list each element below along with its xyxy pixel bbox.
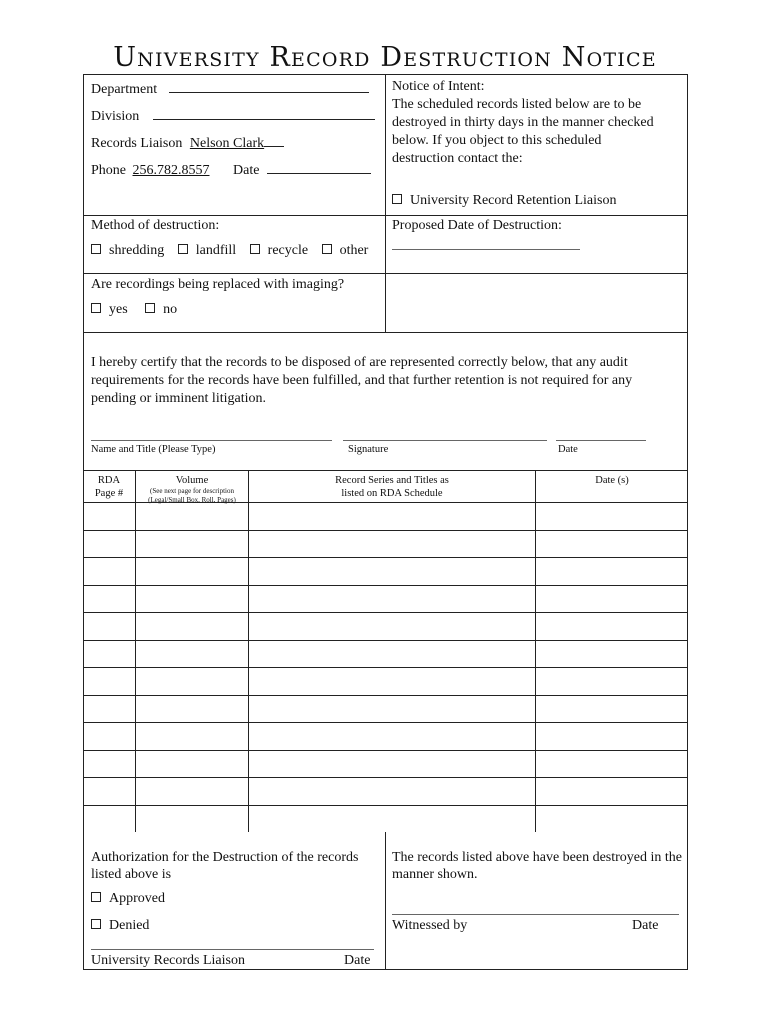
table-row[interactable] bbox=[83, 695, 688, 696]
witness-input[interactable] bbox=[392, 914, 679, 915]
section-divider bbox=[83, 332, 688, 333]
authorization-line: Authorization for the Destruction of the records bbox=[91, 850, 359, 865]
signature-label: Signature bbox=[348, 444, 389, 455]
name-title-input[interactable] bbox=[91, 440, 332, 441]
checkbox-icon[interactable] bbox=[322, 244, 332, 254]
section-divider bbox=[83, 273, 688, 274]
certify-line: requirements for the records have been fulfilled, and that further retention is not required for any bbox=[91, 373, 633, 388]
method-option-shredding[interactable] bbox=[91, 242, 164, 260]
certify-date-label: Date bbox=[558, 444, 578, 455]
section-divider bbox=[83, 215, 688, 216]
table-row[interactable] bbox=[83, 750, 688, 751]
liaison-field bbox=[91, 132, 284, 153]
notice-heading: Notice of Intent: bbox=[392, 79, 485, 94]
top-divider bbox=[385, 74, 386, 332]
imaging-option-no[interactable] bbox=[145, 301, 177, 319]
denied-label: Denied bbox=[109, 918, 150, 933]
checkbox-icon[interactable] bbox=[91, 892, 101, 902]
method-label: Method of destruction: bbox=[91, 218, 220, 233]
approved-label: Approved bbox=[109, 891, 165, 906]
date-label: Date bbox=[233, 163, 260, 178]
department-label: Department bbox=[91, 82, 158, 97]
liaison-signature-input[interactable] bbox=[91, 949, 374, 950]
imaging-option-yes[interactable] bbox=[91, 301, 128, 319]
col-header-series-line: listed on RDA Schedule bbox=[341, 488, 443, 499]
certify-line: pending or imminent litigation. bbox=[91, 391, 266, 406]
division-label: Division bbox=[91, 109, 140, 124]
certify-date-input[interactable] bbox=[556, 440, 646, 441]
method-options bbox=[91, 242, 378, 260]
records-table bbox=[83, 470, 688, 832]
phone-field bbox=[91, 159, 371, 180]
col-header-volume-note: (See next page for description bbox=[150, 487, 234, 495]
col-header-volume bbox=[136, 474, 248, 505]
certify-line: I hereby certify that the records to be disposed of are represented correctly below, that any audit bbox=[91, 355, 628, 370]
checkbox-icon[interactable] bbox=[91, 303, 101, 313]
table-row[interactable] bbox=[83, 557, 688, 558]
col-header-series-line: Record Series and Titles as bbox=[335, 475, 449, 486]
col-header-volume-label: Volume bbox=[175, 475, 209, 486]
col-header-rda bbox=[83, 474, 135, 500]
liaison-signature-label: University Records Liaison bbox=[91, 953, 245, 968]
liaison-underline bbox=[264, 132, 284, 147]
name-title-label: Name and Title (Please Type) bbox=[91, 444, 216, 455]
imaging-options bbox=[91, 301, 187, 319]
imaging-question: Are recordings being replaced with imaging? bbox=[91, 277, 345, 292]
checkbox-icon[interactable] bbox=[392, 194, 402, 204]
table-row[interactable] bbox=[83, 640, 688, 641]
method-option-recycle[interactable] bbox=[250, 242, 308, 260]
notice-line: The scheduled records listed below are to be bbox=[392, 97, 642, 112]
liaison-date-label: Date bbox=[344, 953, 371, 968]
liaison-option[interactable] bbox=[392, 192, 616, 210]
checkbox-icon[interactable] bbox=[145, 303, 155, 313]
notice-line: below. If you object to this scheduled bbox=[392, 133, 602, 148]
witness-date-label: Date bbox=[632, 918, 659, 933]
proposed-date-label: Proposed Date of Destruction: bbox=[392, 218, 562, 233]
department-input[interactable] bbox=[169, 78, 369, 93]
phone-value[interactable]: 256.782.8557 bbox=[132, 163, 210, 178]
method-option-other[interactable] bbox=[322, 242, 369, 260]
option-label: yes bbox=[109, 302, 128, 317]
table-row[interactable] bbox=[83, 722, 688, 723]
checkbox-icon[interactable] bbox=[91, 919, 101, 929]
witnessed-label: Witnessed by bbox=[392, 918, 468, 933]
col-header-volume-note: (Legal/Small Box, Roll, Pages) bbox=[148, 496, 236, 504]
authorization-line: listed above is bbox=[91, 867, 172, 882]
option-label: shredding bbox=[109, 243, 165, 258]
department-field bbox=[91, 78, 369, 99]
signature-input[interactable] bbox=[343, 440, 547, 441]
notice-line: destroyed in thirty days in the manner checked bbox=[392, 115, 654, 130]
bottom-divider bbox=[385, 832, 386, 970]
table-row[interactable] bbox=[83, 585, 688, 586]
table-row[interactable] bbox=[83, 777, 688, 778]
division-field bbox=[91, 105, 375, 126]
liaison-value[interactable]: Nelson Clark bbox=[189, 136, 265, 151]
option-label: no bbox=[163, 302, 178, 317]
notice-line: destruction contact the: bbox=[392, 151, 523, 166]
proposed-date-input[interactable] bbox=[392, 249, 580, 250]
table-row[interactable] bbox=[83, 612, 688, 613]
approved-option[interactable] bbox=[91, 890, 165, 908]
division-input[interactable] bbox=[153, 105, 375, 120]
table-row[interactable] bbox=[83, 502, 688, 503]
col-header-series bbox=[249, 474, 535, 500]
table-row[interactable] bbox=[83, 667, 688, 668]
liaison-label: Records Liaison bbox=[91, 136, 183, 151]
destroyed-line: manner shown. bbox=[392, 867, 478, 882]
liaison-option-label: University Record Retention Liaison bbox=[410, 193, 617, 208]
checkbox-icon[interactable] bbox=[250, 244, 260, 254]
option-label: other bbox=[339, 243, 369, 258]
option-label: recycle bbox=[267, 243, 309, 258]
denied-option[interactable] bbox=[91, 917, 149, 935]
checkbox-icon[interactable] bbox=[91, 244, 101, 254]
col-header-rda-line: RDA bbox=[97, 475, 121, 486]
table-row[interactable] bbox=[83, 805, 688, 806]
table-row[interactable] bbox=[83, 530, 688, 531]
col-header-rda-line: Page # bbox=[94, 488, 124, 499]
col-header-dates: Date (s) bbox=[595, 475, 629, 486]
option-label: landfill bbox=[195, 243, 237, 258]
destroyed-line: The records listed above have been destroyed in the bbox=[392, 850, 683, 865]
page-title: University Record Destruction Notice bbox=[113, 42, 657, 73]
phone-label: Phone bbox=[91, 163, 126, 178]
date-input[interactable] bbox=[267, 159, 371, 174]
method-option-landfill[interactable] bbox=[178, 242, 236, 260]
checkbox-icon[interactable] bbox=[178, 244, 188, 254]
